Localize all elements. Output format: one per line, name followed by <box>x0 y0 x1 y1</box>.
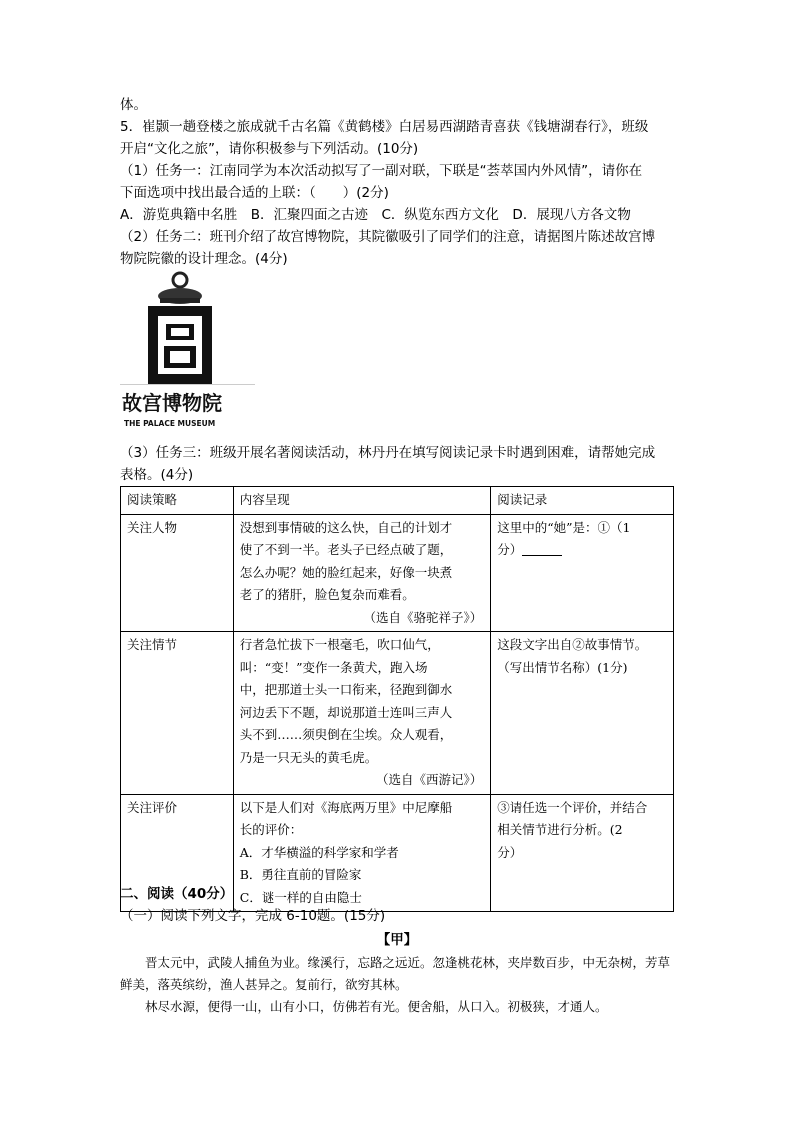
record-cell[interactable] <box>491 632 674 795</box>
content-line: 河边丢下不题，却说那道士连叫三声人 <box>239 704 453 720</box>
table-header: 内容呈现 <box>233 487 491 515</box>
content-line: 以下是人们对《海底两万里》中尼摩船 <box>239 799 453 815</box>
content-line: 行者急忙拔下一根毫毛，吹口仙气， <box>239 637 440 652</box>
content-cell <box>233 794 491 912</box>
top-fragment: 体。 <box>120 97 147 113</box>
passage-para-1: 晋太元中，武陵人捕鱼为业。缘溪行，忘路之远近。忽逢桃花林，夹岸数百步，中无杂树，芳草鲜美，落英缤纷，渔人甚异之。复前行，欲穷其林。 <box>120 955 671 992</box>
strategy-cell: 关注评价 <box>121 794 234 912</box>
content-line: A．才华横溢的科学家和学者 <box>239 844 399 860</box>
task2-line2: 物院院徽的设计理念。(4分) <box>120 251 288 267</box>
content-line: 头不到……须臾倒在尘埃。众人观看， <box>239 727 453 742</box>
record-line: 这里中的“她”是：①（1 <box>497 519 631 535</box>
task1-line2: 下面选项中找出最合适的上联：（ ）(2分) <box>120 185 389 201</box>
table-row <box>121 514 674 632</box>
logo-text-en: THE PALACE MUSEUM <box>124 419 216 428</box>
task1-line1: （1）任务一：江南同学为本次活动拟写了一副对联，下联是“荟萃国内外风情”，请你在 <box>120 163 643 179</box>
task2-line1: （2）任务二：班刊介绍了故宫博物院，其院徽吸引了同学们的注意，请据图片陈述故宫博 <box>120 229 656 245</box>
task1-options: A．游览典籍中名胜 B．汇聚四面之古迹 C．纵览东西方文化 D．展现八方各文物 <box>120 207 631 223</box>
content-cell <box>233 632 491 795</box>
content-line: 怎么办呢？她的脸红起来，好像一块煮 <box>239 564 453 580</box>
table-header: 阅读记录 <box>491 487 674 515</box>
content-line: 中，把那道士头一口衔来，径跑到御水 <box>239 682 453 697</box>
table-row <box>121 632 674 795</box>
task3-line1: （3）任务三：班级开展名著阅读活动，林丹丹在填写阅读记录卡时遇到困难，请帮她完成 <box>120 445 656 461</box>
record-line: 分） <box>497 844 523 860</box>
strategy-cell: 关注情节 <box>121 632 234 795</box>
content-line: 长的评价： <box>239 822 303 837</box>
jia-label: 【甲】 <box>376 932 418 948</box>
record-line: 分） <box>497 542 523 557</box>
content-line: 叫：“变！”变作一条黄犬，跑入场 <box>239 659 428 675</box>
content-line: 乃是一只无头的黄毛虎。 <box>239 749 378 765</box>
answer-blank[interactable] <box>522 543 562 556</box>
content-line: 没想到事情破的这么快，自己的计划才 <box>239 519 453 535</box>
source-note: （选自《骆驼祥子》） <box>363 609 483 625</box>
task3-line2: 表格。(4分) <box>120 467 194 483</box>
record-line: 相关情节进行分析。(2 <box>497 822 623 837</box>
content-line: 使了不到一半。老头子已经点破了题， <box>239 542 453 557</box>
record-line: （写出情节名称）(1分) <box>497 659 628 675</box>
content-line: B．勇往直前的冒险家 <box>239 867 362 882</box>
record-cell[interactable] <box>491 794 674 912</box>
record-line: 这段文字出自②故事情节。 <box>497 637 648 652</box>
section-heading: 二、阅读（40分） <box>120 886 234 902</box>
content-line: C．谜一样的自由隐士 <box>239 889 362 905</box>
q5-line1: 5．崔颢一趟登楼之旅成就千古名篇《黄鹤楼》白居易西湖踏青喜获《钱塘湖春行》，班级 <box>120 119 649 135</box>
table-header: 阅读策略 <box>121 487 234 515</box>
table-header-row <box>121 487 674 515</box>
reading-record-table <box>120 486 674 912</box>
record-cell[interactable] <box>491 514 674 632</box>
passage-para-2: 林尽水源，便得一山，山有小口，仿佛若有光。便舍船，从口入。初极狭，才通人。 <box>145 999 608 1014</box>
logo-text-cn: 故宫博物院 <box>122 391 222 415</box>
record-line: ③请任选一个评价，并结合 <box>497 799 648 815</box>
strategy-cell: 关注人物 <box>121 514 234 632</box>
content-line: 老了的猪肝，脸色复杂而难看。 <box>239 587 415 602</box>
source-note: （选自《西游记》） <box>376 772 483 787</box>
palace-museum-logo <box>120 268 255 433</box>
section-sub: （一）阅读下列文字，完成 6-10题。(15分) <box>120 908 386 924</box>
content-cell <box>233 514 491 632</box>
q5-line2: 开启“文化之旅”，请你积极参与下列活动。(10分) <box>120 141 419 157</box>
